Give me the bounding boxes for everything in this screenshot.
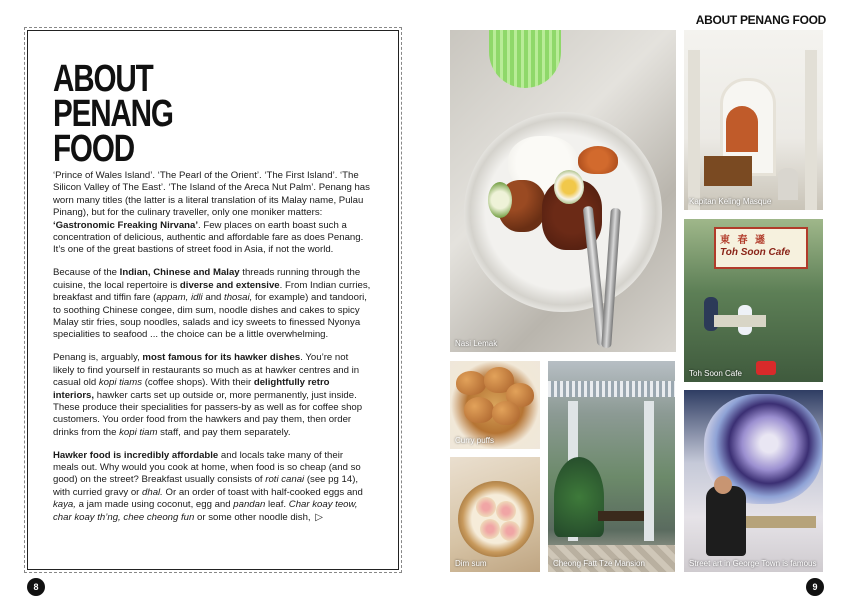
green-cup-illustration (489, 30, 561, 88)
text-run: a jam made using coconut, egg and (75, 499, 234, 511)
text-run: ‘Prince of Wales Island’. ‘The Pearl of the Orient’. ‘The First Island’. ‘The Silicon Valley of The East’. ‘The Island of the Areca Nut Palm’. Penang has worn many titles (the latter is a literal translation of its Malay name, Pulau Pinang), but for the culinary traveller, only one moniker matters: (53, 170, 370, 219)
text-run: and locals take many of their meals out. Why would you cook at home, when food is so cheap (and so good) on the street? Breakfast usually consists of (53, 449, 361, 486)
bold-run: diverse and extensive (179, 279, 280, 291)
text-run: . From Indian curries, breakfast and tiffin fare ( (53, 279, 371, 304)
body-text (53, 170, 371, 535)
caption-nasi-lemak: Nasi Lemak (455, 339, 498, 348)
text-run: leaf. (265, 499, 289, 511)
text-run: threads running through the cuisine, the local repertoire is (53, 267, 361, 291)
cucumber-illustration (488, 182, 512, 218)
dumpling-illustration (476, 497, 496, 517)
text-run: . You’re not likely to find yourself in restaurants so much as at hawker centres and in casual old (53, 352, 360, 389)
page-title (53, 58, 178, 170)
caption-mansion: Cheong Fatt Tze Mansion (553, 559, 645, 568)
bold-run: Hawker food is incredibly affordable (53, 449, 219, 461)
italic-run: kopi tiam (119, 426, 158, 438)
face-illustration (714, 476, 732, 494)
photo-mansion (548, 361, 675, 572)
continue-arrow-icon: ▷ (315, 511, 323, 523)
running-head: ABOUT PENANG FOOD (695, 13, 826, 27)
page-number-left: 8 (27, 578, 45, 596)
puff-illustration (492, 401, 520, 425)
text-run: staff, and pay them separately. (157, 426, 291, 438)
table-illustration (598, 511, 644, 521)
bold-run: delightfully retro interiors, (53, 377, 330, 401)
bench-illustration (740, 516, 816, 528)
title-line-1: ABOUT (53, 58, 153, 100)
text-run: (see pg 14), with curried gravy or (53, 474, 359, 498)
paragraph-4 (53, 450, 371, 524)
dumpling-illustration (500, 521, 520, 541)
bold-run: Indian, Chinese and Malay (119, 267, 240, 279)
italic-run: appam, idli (156, 292, 203, 304)
text-run: Because of the (53, 267, 120, 279)
cafe-sign-chinese: 東 春 遜 (720, 235, 767, 246)
title-line-2: PENANG (53, 93, 173, 135)
caption-curry-puffs: Curry puffs (455, 436, 494, 445)
caption-dim-sum: Dim sum (455, 559, 487, 568)
text-run: Or an order of toast with half-cooked eggs and (162, 486, 363, 498)
title-line-3: FOOD (53, 128, 134, 170)
column-illustration (805, 50, 817, 210)
text-run: or some other noodle dish, (194, 511, 311, 523)
cabinet-illustration (704, 156, 752, 186)
italic-run: kopi tiams (98, 377, 143, 389)
text-run: . Few places on earth boast such a concentration of delicious, authentic and affordable fare as does Penang. It’s one of the great bastions of street food in Asia, if not the world. (53, 219, 364, 256)
italic-run: dhal. (142, 486, 163, 498)
column-illustration (688, 50, 700, 210)
photo-mosque (684, 30, 823, 210)
text-run: (coffee shops). With their (142, 377, 254, 389)
caption-mosque: Kapitan Keling Masque (689, 197, 772, 206)
balcony-railing-illustration (548, 381, 675, 397)
caption-cafe: Toh Soon Cafe (689, 369, 742, 378)
italic-run: roti canai (265, 474, 305, 486)
bold-run: most famous for its hawker dishes (142, 352, 301, 364)
photo-dim-sum (450, 457, 540, 572)
egg-illustration (554, 170, 584, 204)
photo-nasi-lemak (450, 30, 676, 352)
person-illustration (778, 168, 798, 200)
photo-cafe (684, 219, 823, 382)
puff-illustration (456, 371, 486, 395)
column-illustration (644, 401, 654, 541)
dumpling-illustration (496, 501, 516, 521)
text-run: hawker carts set up outside or, more permanently, just inside. These produce their specialities for passers-by as well as for coffee shop customers. You order food from the hawkers and pay them, then order drinks from the (53, 389, 363, 438)
plant-illustration (554, 457, 604, 537)
paragraph-2 (53, 267, 371, 341)
italic-run: pandan (233, 499, 266, 511)
person-illustration (706, 486, 746, 556)
italic-run: thosai, (224, 292, 253, 304)
stool-illustration (756, 361, 776, 375)
prawn-illustration (578, 146, 618, 174)
photo-street-art (684, 390, 823, 572)
bold-run: ‘Gastronomic Freaking Nirvana’ (53, 219, 199, 231)
dumpling-illustration (480, 519, 500, 539)
window-illustration (726, 106, 758, 152)
cafe-sign-english: Toh Soon Cafe (720, 247, 791, 258)
italic-run: Char koay teow, char koay th’ng, chee cheong fun (53, 499, 358, 523)
bamboo-basket-illustration (458, 481, 534, 557)
paragraph-3 (53, 352, 371, 439)
puff-illustration (464, 397, 494, 423)
text-run: Penang is, arguably, (53, 352, 143, 364)
text-run: for example) and tandoori, to soothing Chinese congee, dim sum, noodle dishes and cakes to spicy Malay stir fries, soup noodles, salads and icy sweets to finessed Nyonya specialities to seafood ... the choice can be a little overwhelming. (53, 292, 367, 341)
italic-run: kaya, (53, 499, 76, 511)
page-number-right: 9 (806, 578, 824, 596)
photo-curry-puffs (450, 361, 540, 449)
paragraph-1 (53, 170, 371, 257)
caption-street-art: Street art in George Town is famous (689, 559, 817, 568)
text-run: and (202, 292, 225, 304)
table-illustration (714, 315, 766, 327)
